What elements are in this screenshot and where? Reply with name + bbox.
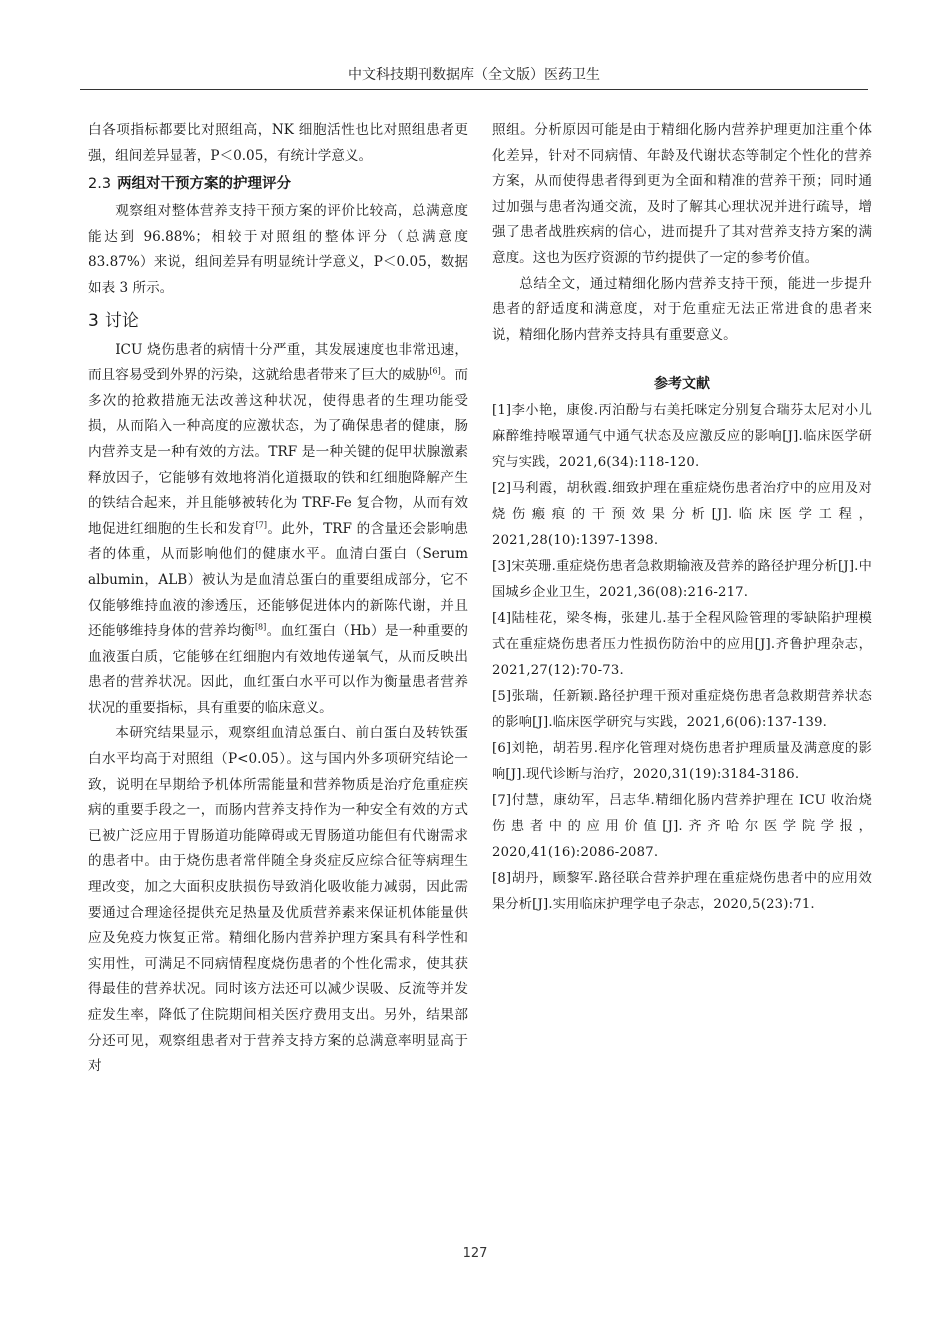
text-run: 。此外，TRF 的含量还会影响患者的体重，从而影响他们的健康水平。血清白蛋白（Serum albumin，ALB）被认为是血清总蛋白的重要组成部分，它不仅能够维持血液的渗透压，还能够促进体内的新陈代谢，并且还能够维持身体的营养均衡 — [88, 520, 468, 640]
reference-list — [492, 398, 872, 918]
reference-item: [7]付慧，康幼军，吕志华.精细化肠内营养护理在 ICU 收治烧伤患者中的应用价值[J].齐齐哈尔医学院学报，2020,41(16):2086-2087. — [492, 793, 872, 861]
references-title: 参考文献 — [654, 376, 710, 393]
paragraph-2-3: 观察组对整体营养支持干预方案的评价比较高，总满意度能达到 96.88%；相较于对照组的整体评分（总满意度 83.87%）来说，组间差异有明显统计学意义，P＜0.05，数据如表 3 所示。 — [88, 203, 468, 296]
paragraph-continued: 照组。分析原因可能是由于精细化肠内营养护理更加注重个体化差异，针对不同病情、年龄及代谢状态等制定个性化的营养方案，从而使得患者得到更为全面和精准的营养干预；同时通过加强与患者沟通交流，及时了解其心理状况并进行疏导，增强了患者战胜疾病的信心，进而提升了其对营养支持方案的满意度。这也为医疗资源的节约提供了一定的参考价值。 — [492, 122, 872, 266]
reference-item: [8]胡丹，顾黎军.路径联合营养护理在重症烧伤患者中的应用效果分析[J].实用临床护理学电子杂志，2020,5(23):71. — [492, 871, 872, 913]
reference-item: [4]陆桂花，梁冬梅，张建儿.基于全程风险管理的零缺陷护理模式在重症烧伤患者压力性损伤防治中的应用[J].齐鲁护理杂志，2021,27(12):70-73. — [492, 611, 872, 679]
section-heading-3 — [88, 306, 468, 336]
page-number: 127 — [462, 1246, 488, 1261]
section-heading-2-3 — [88, 171, 468, 197]
citation-7[interactable]: [7] — [255, 520, 267, 530]
journal-header: 中文科技期刊数据库（全文版）医药卫生 — [348, 67, 600, 83]
paragraph-discussion-2: 本研究结果显示，观察组血清总蛋白、前白蛋白及转铁蛋白水平均高于对照组（P<0.05）。这与国内外多项研究结论一致，说明在早期给予机体所需能量和营养物质是治疗危重症疾病的重要手段之一，而肠内营养支持作为一种安全有效的方式已被广泛应用于胃肠道功能障碍或无胃肠道功能但有代谢需求的患者中。由于烧伤患者常伴随全身炎症反应综合征等病理生理改变，加之大面积皮肤损伤导致消化吸收能力减弱，因此需要通过合理途径提供充足热量及优质营养素来保证机体能量供应及免疫力恢复正常。精细化肠内营养护理方案具有科学性和实用性，可满足不同病情程度烧伤患者的个性化需求，使其获得最佳的营养状况。同时该方法还可以减少误吸、反流等并发症发生率，降低了住院期间相关医疗费用支出。另外，结果部分还可见，观察组患者对于营养支持方案的总满意率明显高于对 — [88, 725, 468, 1075]
reference-item: [5]张瑞，任新颖.路径护理干预对重症烧伤患者急救期营养状态的影响[J].临床医学研究与实践，2021,6(06):137-139. — [492, 689, 872, 731]
section-number: 3 — [88, 310, 99, 331]
paragraph-intro: 白各项指标都要比对照组高，NK 细胞活性也比对照组患者更强，组间差异显著，P＜0.05，有统计学意义。 — [88, 122, 468, 164]
header-rule — [80, 89, 868, 90]
text-run: 。而多次的抢救措施无法改善这种状况，使得患者的生理功能受损，从而陷入一种高度的应激状态，为了确保患者的健康，肠内营养支是一种有效的方法。TRF 是一种关键的促甲状腺激素释放因子，它能够有效地将消化道摄取的铁和红细胞降解产生的铁结合起来，并且能够被转化为 TRF-Fe 复合物，从而有效地促进红细胞的生长和发育 — [88, 367, 469, 537]
reference-item: [1]李小艳，康俊.丙泊酚与右美托咪定分别复合瑞芬太尼对小儿麻醉维持喉罩通气中通气状态及应激反应的影响[J].临床医学研究与实践，2021,6(34):118-120. — [492, 403, 872, 471]
reference-item: [6]刘艳，胡若男.程序化管理对烧伤患者护理质量及满意度的影响[J].现代诊断与治疗，2020,31(19):3184-3186. — [492, 741, 872, 783]
right-column — [492, 118, 872, 918]
citation-8[interactable]: [8] — [254, 622, 267, 632]
text-run: ICU 烧伤患者的病情十分严重，其发展速度也非常迅速，而且容易受到外界的污染，这就给患者带来了巨大的威胁 — [88, 341, 468, 384]
left-column — [88, 118, 468, 1080]
paragraph-discussion-1 — [88, 338, 468, 722]
section-title: 两组对干预方案的护理评分 — [117, 176, 292, 193]
reference-item: [3]宋英珊.重症烧伤患者急救期输液及营养的路径护理分析[J].中国城乡企业卫生，2021,36(08):216-217. — [492, 559, 872, 601]
section-title: 讨论 — [104, 310, 139, 331]
text-run: 。血红蛋白（Hb）是一种重要的血液蛋白质，它能够在红细胞内有效地传递氧气，从而反映出患者的营养状况。因此，血红蛋白水平可以作为衡量患者营养状况的重要指标，具有重要的临床意义。 — [88, 623, 468, 716]
paragraph-summary: 总结全文，通过精细化肠内营养支持干预，能进一步提升患者的舒适度和满意度，对于危重症无法正常进食的患者来说，精细化肠内营养支持具有重要意义。 — [492, 275, 872, 343]
reference-item: [2]马利霞，胡秋霞.细致护理在重症烧伤患者治疗中的应用及对烧伤瘢痕的干预效果分析[J].临床医学工程，2021,28(10):1397-1398. — [492, 481, 872, 549]
citation-6[interactable]: [6] — [429, 366, 441, 376]
section-number: 2.3 — [88, 176, 112, 193]
